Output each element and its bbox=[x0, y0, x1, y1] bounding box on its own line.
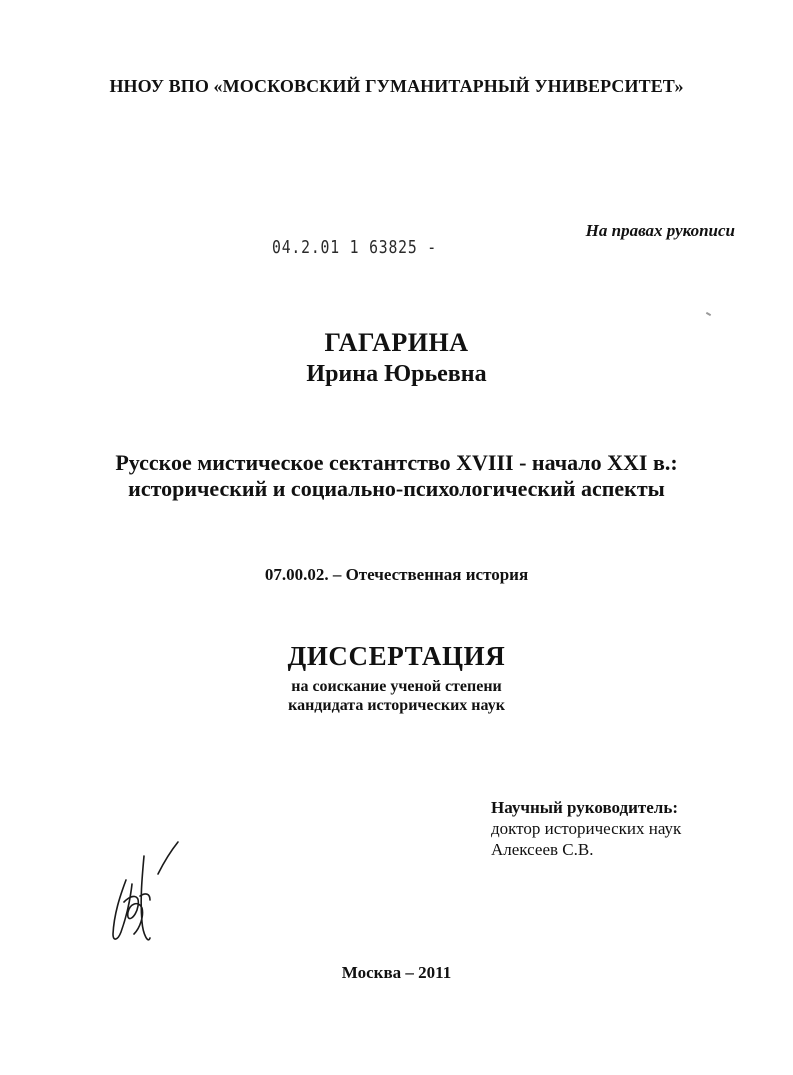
thesis-title-line-1: Русское мистическое сектантство XVIII - начало XXI в.: bbox=[115, 450, 678, 475]
thesis-title-line-2: исторический и социально-психологический аспекты bbox=[128, 476, 665, 501]
author-surname: ГАГАРИНА bbox=[324, 328, 469, 357]
supervisor-name: Алексеев С.В. bbox=[491, 840, 594, 859]
registration-stamp: 04.2.01 1 63825 - bbox=[272, 237, 438, 258]
specialty-code: 07.00.02. – Отечественная история bbox=[264, 565, 529, 584]
signature-stroke bbox=[158, 842, 178, 874]
scan-speck bbox=[706, 312, 711, 316]
degree-line-2: кандидата исторических наук bbox=[288, 697, 505, 714]
signature-stroke bbox=[141, 856, 150, 940]
document-genre: ДИССЕРТАЦИЯ bbox=[287, 641, 506, 671]
institution-name: ННОУ ВПО «МОСКОВСКИЙ ГУМАНИТАРНЫЙ УНИВЕРСИТЕТ» bbox=[109, 76, 684, 96]
author-given-names: Ирина Юрьевна bbox=[306, 361, 487, 387]
supervisor-title: доктор исторических наук bbox=[491, 819, 682, 838]
handwritten-signature bbox=[104, 838, 186, 948]
supervisor-label: Научный руководитель: bbox=[491, 798, 678, 817]
rights-note: На правах рукописи bbox=[585, 221, 735, 240]
city-and-year: Москва – 2011 bbox=[341, 963, 452, 982]
degree-line-1: на соискание ученой степени bbox=[291, 678, 502, 695]
